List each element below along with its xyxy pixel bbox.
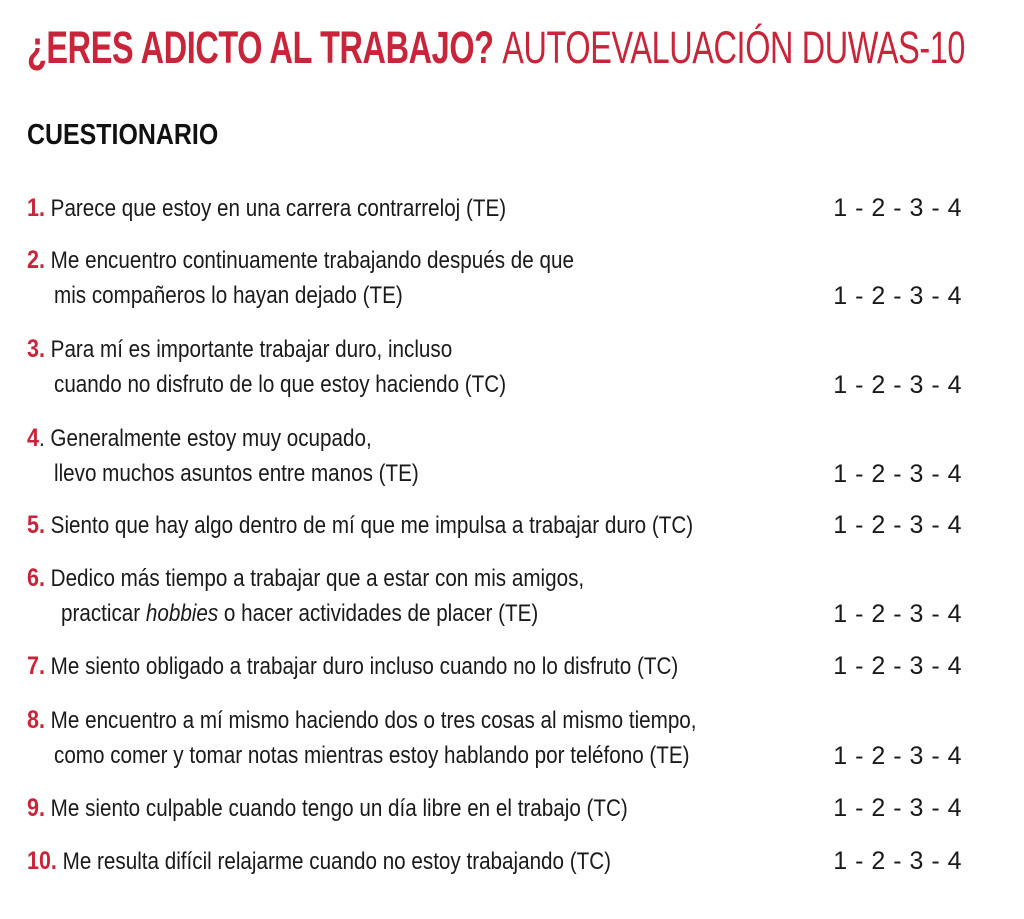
question-text-continued: cuando no disfruto de lo que estoy haciendo (TC) <box>54 371 507 398</box>
question-line <box>27 242 962 278</box>
question-text: Me encuentro a mí mismo haciendo dos o tres cosas al mismo tiempo, <box>50 707 697 734</box>
question-text: Para mí es importante trabajar duro, incluso <box>50 336 453 363</box>
question-item-10 <box>27 843 962 879</box>
rating-scale: 1 - 2 - 3 - 4 <box>833 194 962 222</box>
question-text: Siento que hay algo dentro de mí que me impulsa a trabajar duro (TC) <box>50 512 694 539</box>
question-text-continued: llevo muchos asuntos entre manos (TE) <box>54 460 419 487</box>
question-item-7 <box>27 648 962 684</box>
page-title <box>27 20 965 76</box>
question-line-continued <box>27 596 962 632</box>
question-text: Me encuentro continuamente trabajando después de que <box>50 247 574 274</box>
question-number: 10. <box>27 847 57 875</box>
question-text: Dedico más tiempo a trabajar que a estar con mis amigos, <box>50 565 585 592</box>
question-text: Me siento obligado a trabajar duro incluso cuando no lo disfruto (TC) <box>50 653 679 680</box>
title-main: ¿ERES ADICTO AL TRABAJO? <box>27 22 494 73</box>
question-text: Parece que estoy en una carrera contrarreloj (TE) <box>50 195 507 222</box>
section-heading: CUESTIONARIO <box>27 119 219 151</box>
question-item-6 <box>27 560 962 632</box>
question-text-continued: practicar <box>61 600 146 627</box>
question-number: 2. <box>27 246 45 274</box>
question-item-4 <box>27 420 962 492</box>
rating-scale: 1 - 2 - 3 - 4 <box>833 600 962 628</box>
question-line <box>27 190 962 226</box>
question-number: 4 <box>27 424 39 452</box>
question-line <box>27 331 962 367</box>
question-line-continued <box>27 278 962 314</box>
rating-scale: 1 - 2 - 3 - 4 <box>833 371 962 399</box>
rating-scale: 1 - 2 - 3 - 4 <box>833 742 962 770</box>
question-item-8 <box>27 702 962 774</box>
question-item-5 <box>27 507 962 543</box>
question-text-continued: como comer y tomar notas mientras estoy hablando por teléfono (TE) <box>54 742 690 769</box>
question-item-2 <box>27 242 962 314</box>
question-text: Me resulta difícil relajarme cuando no estoy trabajando (TC) <box>62 848 612 875</box>
question-line <box>27 507 962 543</box>
question-item-9 <box>27 790 962 826</box>
question-item-3 <box>27 331 962 403</box>
question-line-continued <box>27 456 962 492</box>
question-number: 7. <box>27 652 45 680</box>
rating-scale: 1 - 2 - 3 - 4 <box>833 652 962 680</box>
question-line <box>27 843 962 879</box>
question-text: Me siento culpable cuando tengo un día libre en el trabajo (TC) <box>50 795 628 822</box>
question-number: 1. <box>27 194 45 222</box>
question-item-1 <box>27 190 962 226</box>
question-text: . Generalmente estoy muy ocupado, <box>38 425 372 452</box>
question-number: 6. <box>27 564 45 592</box>
question-line <box>27 790 962 826</box>
title-subtitle: AUTOEVALUACIÓN DUWAS-10 <box>502 22 966 73</box>
rating-scale: 1 - 2 - 3 - 4 <box>833 460 962 488</box>
question-text-continued: mis compañeros lo hayan dejado (TE) <box>54 282 403 309</box>
question-line <box>27 702 962 738</box>
question-number: 5. <box>27 511 45 539</box>
question-line <box>27 560 962 596</box>
rating-scale: 1 - 2 - 3 - 4 <box>833 794 962 822</box>
rating-scale: 1 - 2 - 3 - 4 <box>833 282 962 310</box>
question-line <box>27 648 962 684</box>
question-number: 9. <box>27 794 45 822</box>
rating-scale: 1 - 2 - 3 - 4 <box>833 847 962 875</box>
question-number: 8. <box>27 706 45 734</box>
question-text-continued-end: o hacer actividades de placer (TE) <box>218 600 539 627</box>
question-text-emphasis: hobbies <box>145 600 219 627</box>
question-number: 3. <box>27 335 45 363</box>
question-line-continued <box>27 738 962 774</box>
rating-scale: 1 - 2 - 3 - 4 <box>833 511 962 539</box>
question-line-continued <box>27 367 962 403</box>
question-line <box>27 420 962 456</box>
